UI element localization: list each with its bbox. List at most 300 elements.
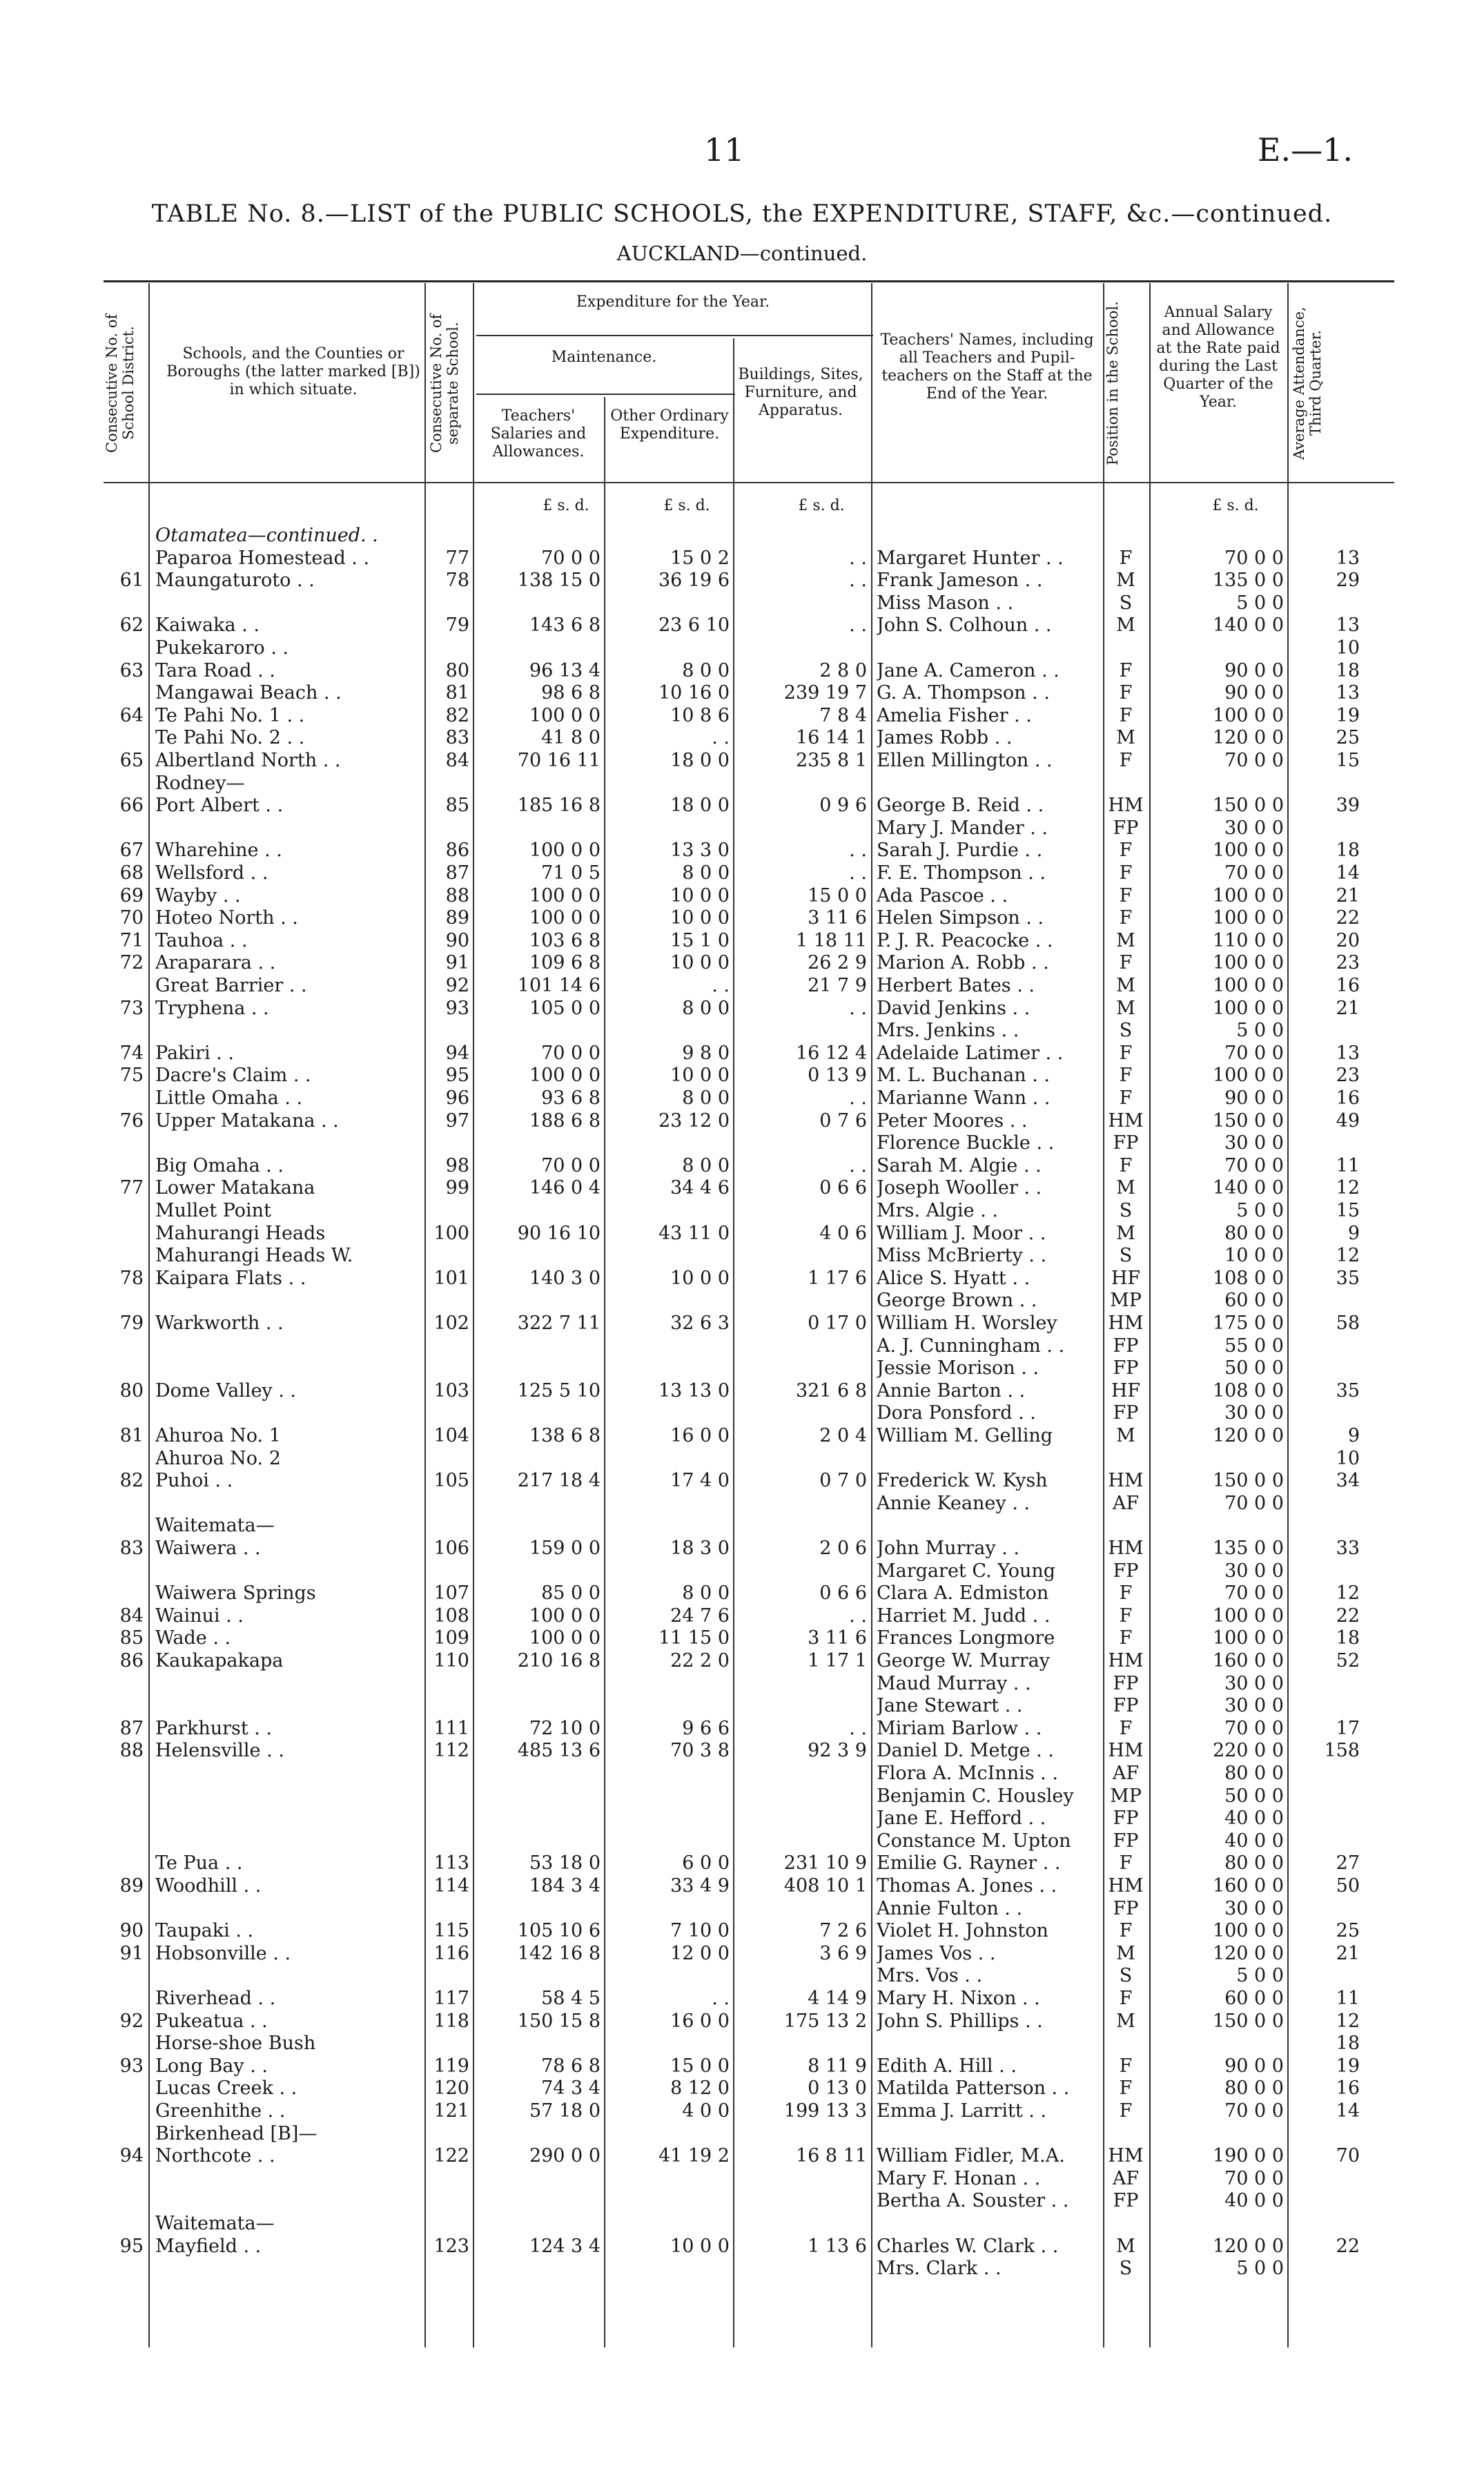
table-row <box>0 1763 1484 1785</box>
cell-teacher-name: Constance M. Upton <box>877 1830 1071 1852</box>
cell-school-name: Maungaturoto . . <box>155 570 315 592</box>
cell-teacher-name: James Vos . . <box>877 1942 996 1964</box>
cell-school-name: Tara Road . . <box>155 659 275 681</box>
cell-salaries: 71 0 5 <box>541 862 601 884</box>
table-row <box>0 2236 1484 2258</box>
cell-district-no: 67 <box>119 840 144 862</box>
cell-annual-salary: 40 0 0 <box>1224 1830 1284 1852</box>
cell-salaries: 143 6 8 <box>529 614 601 637</box>
cell-school-no: 112 <box>433 1740 469 1762</box>
cell-attendance: 18 <box>1336 2033 1360 2055</box>
cell-attendance: 12 <box>1336 1245 1360 1267</box>
cell-position: AF <box>1112 1763 1140 1784</box>
cell-annual-salary: 60 0 0 <box>1224 1290 1284 1312</box>
cell-annual-salary: 120 0 0 <box>1212 727 1284 749</box>
cell-school-name: Wade . . <box>155 1627 231 1649</box>
cell-school-no: 83 <box>445 727 469 749</box>
cell-school-no: 96 <box>445 1087 469 1109</box>
cell-annual-salary: 30 0 0 <box>1224 1695 1284 1717</box>
table-row <box>0 570 1484 592</box>
cell-buildings: 0 13 0 <box>808 2077 867 2100</box>
cell-salaries: 140 3 0 <box>529 1267 601 1289</box>
cell-other-exp: 17 4 0 <box>670 1470 730 1492</box>
cell-school-name: Kaukapakapa <box>155 1650 284 1671</box>
cell-other-exp: 11 15 0 <box>658 1627 730 1649</box>
cell-district-no: 84 <box>119 1605 144 1627</box>
cell-school-no: 111 <box>433 1717 469 1739</box>
cell-position: F <box>1119 952 1133 974</box>
cell-school-name: Wellsford . . <box>155 862 269 884</box>
cell-school-name: Upper Matakana . . <box>155 1109 339 1132</box>
cell-attendance: 12 <box>1336 1582 1360 1605</box>
cell-teacher-name: William M. Gelling <box>877 1425 1053 1446</box>
cell-salaries: 100 0 0 <box>529 1605 601 1627</box>
table-row <box>0 998 1484 1020</box>
table-row <box>0 952 1484 974</box>
cell-position: HM <box>1108 2145 1144 2167</box>
cell-district-no: 93 <box>119 2055 144 2077</box>
cell-buildings: . . <box>849 862 867 884</box>
cell-school-name: Wainui . . <box>155 1605 244 1627</box>
cell-school-no: 89 <box>445 907 469 929</box>
cell-salaries: 100 0 0 <box>529 1065 601 1087</box>
cell-school-no: 103 <box>433 1379 469 1402</box>
cell-school-no: 88 <box>445 884 469 907</box>
table-row <box>0 1830 1484 1852</box>
cell-school-name: Warkworth . . <box>155 1312 284 1334</box>
cell-other-exp: 10 0 0 <box>670 907 730 929</box>
cell-district-no: 82 <box>119 1470 144 1492</box>
header-attendance: Average Attendance, Third Quarter. <box>1291 307 1324 460</box>
cell-buildings: 7 2 6 <box>819 1920 867 1942</box>
cell-buildings: 7 8 4 <box>819 704 867 726</box>
table-row <box>0 705 1484 727</box>
cell-teacher-name: Mrs. Vos . . <box>877 1965 983 1987</box>
cell-other-exp: 16 0 0 <box>670 2010 730 2032</box>
cell-position: M <box>1116 975 1135 996</box>
cell-attendance: 22 <box>1336 1605 1360 1627</box>
cell-school-name: Hobsonville . . <box>155 1942 291 1964</box>
cell-attendance: 34 <box>1336 1470 1360 1492</box>
cell-annual-salary: 150 0 0 <box>1212 2010 1284 2032</box>
cell-annual-salary: 5 0 0 <box>1236 1020 1284 1042</box>
cell-district-no: 64 <box>119 704 144 726</box>
cell-teacher-name: G. A. Thompson . . <box>877 682 1050 704</box>
cell-other-exp: 10 0 0 <box>670 952 730 974</box>
cell-salaries: 159 0 0 <box>529 1538 601 1559</box>
cell-buildings: . . <box>849 1717 867 1739</box>
cell-attendance: 9 <box>1347 1222 1360 1244</box>
header-salary: Annual Salary and Allowance at the Rate paid during the Last Quarter of the Year. <box>1156 304 1280 411</box>
cell-annual-salary: 135 0 0 <box>1212 570 1284 592</box>
cell-attendance: 39 <box>1336 795 1360 817</box>
cell-position: FP <box>1113 1830 1139 1852</box>
table-row <box>0 1020 1484 1042</box>
table-row <box>0 1695 1484 1717</box>
cell-teacher-name: John Murray . . <box>877 1538 1019 1559</box>
cell-buildings: 0 17 0 <box>808 1312 867 1334</box>
cell-buildings: 2 0 6 <box>819 1538 867 1559</box>
cell-attendance: 14 <box>1336 862 1360 884</box>
cell-buildings: 21 7 9 <box>808 975 867 996</box>
table-row <box>0 1943 1484 1965</box>
cell-school-name: Te Pahi No. 1 . . <box>155 704 305 726</box>
cell-buildings: 4 0 6 <box>819 1222 867 1244</box>
cell-annual-salary: 70 0 0 <box>1224 1492 1284 1514</box>
cell-attendance: 33 <box>1336 1538 1360 1559</box>
cell-school-name: Riverhead . . <box>155 1988 276 2009</box>
cell-salaries: 100 0 0 <box>529 840 601 862</box>
cell-attendance: 22 <box>1336 2235 1360 2257</box>
cell-school-name: Ahuroa No. 2 <box>155 1447 281 1469</box>
cell-school-no: 123 <box>433 2235 469 2257</box>
cell-salaries: 184 3 4 <box>529 1875 601 1897</box>
table-row <box>0 2123 1484 2145</box>
cell-annual-salary: 140 0 0 <box>1212 1177 1284 1199</box>
cell-annual-salary: 5 0 0 <box>1236 1200 1284 1221</box>
cell-buildings: 0 7 6 <box>819 1109 867 1132</box>
cell-buildings: . . <box>849 570 867 592</box>
cell-position: M <box>1116 1942 1135 1964</box>
table-row <box>0 2010 1484 2033</box>
cell-other-exp: . . <box>712 975 730 996</box>
cell-attendance: 52 <box>1336 1650 1360 1671</box>
cell-district-no: 66 <box>119 795 144 817</box>
cell-buildings: 408 10 1 <box>783 1875 867 1897</box>
cell-annual-salary: 90 0 0 <box>1224 659 1284 681</box>
table-row <box>0 1852 1484 1874</box>
table-row <box>0 1515 1484 1537</box>
cell-teacher-name: Clara A. Edmiston <box>877 1582 1049 1605</box>
cell-buildings: . . <box>849 1087 867 1109</box>
cell-school-name: Port Albert . . <box>155 795 284 817</box>
cell-teacher-name: Emma J. Larritt . . <box>877 2100 1046 2122</box>
cell-school-no: 92 <box>445 975 469 996</box>
cell-salaries: 109 6 8 <box>529 952 601 974</box>
cell-buildings: 0 6 6 <box>819 1177 867 1199</box>
table-row <box>0 907 1484 929</box>
cell-annual-salary: 70 0 0 <box>1224 862 1284 884</box>
cell-attendance: 18 <box>1336 840 1360 862</box>
cell-teacher-name: Daniel D. Metge . . <box>877 1740 1054 1762</box>
cell-buildings: 235 8 1 <box>795 750 867 771</box>
table-row <box>0 2100 1484 2122</box>
table-row <box>0 1223 1484 1245</box>
cell-salaries: 98 6 8 <box>541 682 601 704</box>
table-row <box>0 1493 1484 1515</box>
table-row <box>0 2033 1484 2055</box>
cell-district-no: 87 <box>119 1717 144 1739</box>
cell-school-no: 122 <box>433 2145 469 2167</box>
cell-attendance: 25 <box>1336 1920 1360 1942</box>
cell-salaries: 210 16 8 <box>517 1650 601 1671</box>
cell-position: HM <box>1108 1875 1144 1897</box>
cell-school-name: Mullet Point <box>155 1200 271 1221</box>
cell-annual-salary: 70 0 0 <box>1224 1154 1284 1176</box>
cell-attendance: 13 <box>1336 682 1360 704</box>
cell-district-no: 69 <box>119 884 144 907</box>
table-row <box>0 1380 1484 1402</box>
cell-salaries: 188 6 8 <box>529 1109 601 1132</box>
cell-teacher-name: Violet H. Johnston <box>877 1920 1048 1942</box>
cell-attendance: 15 <box>1336 1200 1360 1221</box>
cell-buildings: 3 11 6 <box>808 1627 867 1649</box>
cell-school-name: Puhoi . . <box>155 1470 233 1492</box>
cell-teacher-name: David Jenkins . . <box>877 997 1031 1019</box>
cell-school-no: 116 <box>433 1942 469 1964</box>
cell-other-exp: 12 0 0 <box>670 1942 730 1964</box>
cell-other-exp: 8 0 0 <box>682 1154 730 1176</box>
cell-school-name: Pukekaroro . . <box>155 637 289 659</box>
cell-district-no: 90 <box>119 1920 144 1942</box>
cell-position: S <box>1119 1965 1133 1987</box>
cell-school-no: 80 <box>445 659 469 681</box>
cell-annual-salary: 100 0 0 <box>1212 840 1284 862</box>
cell-attendance: 49 <box>1336 1109 1360 1132</box>
cell-position: FP <box>1113 817 1139 839</box>
cell-other-exp: 9 8 0 <box>682 1042 730 1064</box>
cell-buildings: . . <box>849 1605 867 1627</box>
table-row <box>0 930 1484 952</box>
cell-buildings: 2 0 4 <box>819 1425 867 1446</box>
cell-teacher-name: Ada Pascoe . . <box>877 884 1008 907</box>
cell-teacher-name: Mrs. Clark . . <box>877 2258 1002 2280</box>
table-title: TABLE No. 8.—LIST of the PUBLIC SCHOOLS, the EXPENDITURE, STAFF, &c.—continued. <box>151 200 1333 228</box>
cell-annual-salary: 70 0 0 <box>1224 1042 1284 1064</box>
cell-school-name: Great Barrier . . <box>155 975 307 996</box>
cell-buildings: 16 8 11 <box>795 2145 867 2167</box>
cell-other-exp: 13 3 0 <box>670 840 730 862</box>
cell-salaries: 100 0 0 <box>529 1627 601 1649</box>
currency-label-buildings: £ s. d. <box>798 497 845 514</box>
cell-other-exp: 15 1 0 <box>670 929 730 951</box>
cell-attendance: 29 <box>1336 570 1360 592</box>
table-row <box>0 1312 1484 1335</box>
cell-district-no: 76 <box>119 1109 144 1132</box>
cell-attendance: 70 <box>1336 2145 1360 2167</box>
cell-school-name: Mahurangi Heads <box>155 1222 326 1244</box>
cell-buildings: 175 13 2 <box>783 2010 867 2032</box>
cell-annual-salary: 120 0 0 <box>1212 2235 1284 2257</box>
cell-school-no: 109 <box>433 1627 469 1649</box>
cell-teacher-name: Matilda Patterson . . <box>877 2077 1070 2100</box>
cell-buildings: 0 9 6 <box>819 795 867 817</box>
cell-salaries: 53 18 0 <box>529 1852 601 1874</box>
table-row <box>0 1357 1484 1379</box>
cell-district-no: 65 <box>119 750 144 771</box>
table-row <box>0 1448 1484 1470</box>
cell-school-name: Rodney— <box>155 772 245 794</box>
cell-attendance: 50 <box>1336 1875 1360 1897</box>
cell-district-no: 78 <box>119 1267 144 1289</box>
table-row <box>0 1402 1484 1424</box>
cell-teacher-name: Herbert Bates . . <box>877 975 1035 996</box>
cell-school-no: 115 <box>433 1920 469 1942</box>
cell-position: S <box>1119 1245 1133 1267</box>
cell-teacher-name: Margaret C. Young <box>877 1560 1056 1582</box>
cell-school-name: Dacre's Claim . . <box>155 1065 311 1087</box>
cell-buildings: 16 14 1 <box>795 727 867 749</box>
cell-district-no: 75 <box>119 1065 144 1087</box>
cell-teacher-name: Margaret Hunter . . <box>877 547 1064 569</box>
cell-annual-salary: 100 0 0 <box>1212 1627 1284 1649</box>
cell-attendance: 17 <box>1336 1717 1360 1739</box>
cell-teacher-name: Peter Moores . . <box>877 1109 1028 1132</box>
cell-salaries: 125 5 10 <box>517 1379 601 1402</box>
cell-annual-salary: 220 0 0 <box>1212 1740 1284 1762</box>
cell-salaries: 100 0 0 <box>529 907 601 929</box>
cell-school-name: Pakiri . . <box>155 1042 234 1064</box>
table-row <box>0 1898 1484 1920</box>
cell-salaries: 57 18 0 <box>529 2100 601 2122</box>
cell-school-no: 100 <box>433 1222 469 1244</box>
cell-annual-salary: 40 0 0 <box>1224 1808 1284 1830</box>
cell-annual-salary: 100 0 0 <box>1212 952 1284 974</box>
cell-teacher-name: George W. Murray <box>877 1650 1050 1671</box>
cell-annual-salary: 120 0 0 <box>1212 1425 1284 1446</box>
cell-school-name: Lower Matakana <box>155 1177 315 1199</box>
cell-position: M <box>1116 614 1135 637</box>
cell-annual-salary: 90 0 0 <box>1224 1087 1284 1109</box>
cell-position: F <box>1119 1717 1133 1739</box>
cell-district-no: 62 <box>119 614 144 637</box>
cell-position: HM <box>1108 1538 1144 1559</box>
cell-annual-salary: 80 0 0 <box>1224 1763 1284 1784</box>
cell-annual-salary: 90 0 0 <box>1224 682 1284 704</box>
cell-buildings: 199 13 3 <box>783 2100 867 2122</box>
cell-buildings: . . <box>849 997 867 1019</box>
cell-teacher-name: Jane E. Hefford . . <box>877 1808 1046 1830</box>
cell-annual-salary: 80 0 0 <box>1224 1222 1284 1244</box>
cell-position: F <box>1119 1920 1133 1942</box>
cell-teacher-name: Frederick W. Kysh <box>877 1470 1048 1492</box>
cell-annual-salary: 100 0 0 <box>1212 975 1284 996</box>
cell-other-exp: 6 0 0 <box>682 1852 730 1874</box>
cell-other-exp: 34 4 6 <box>670 1177 730 1199</box>
cell-school-name: Helensville . . <box>155 1740 284 1762</box>
cell-annual-salary: 70 0 0 <box>1224 547 1284 569</box>
cell-other-exp: 43 11 0 <box>658 1222 730 1244</box>
table-row <box>0 2258 1484 2280</box>
cell-salaries: 290 0 0 <box>529 2145 601 2167</box>
cell-position: M <box>1116 1177 1135 1199</box>
cell-teacher-name: M. L. Buchanan . . <box>877 1065 1050 1087</box>
cell-district-no: 95 <box>119 2235 144 2257</box>
cell-salaries: 70 0 0 <box>541 1042 601 1064</box>
cell-district-no: 89 <box>119 1875 144 1897</box>
cell-other-exp: 10 16 0 <box>658 682 730 704</box>
cell-position: FP <box>1113 2190 1139 2212</box>
cell-attendance: 16 <box>1336 1087 1360 1109</box>
cell-buildings: 1 18 11 <box>795 929 867 951</box>
table-row <box>0 2190 1484 2212</box>
table-row <box>0 525 1484 547</box>
cell-district-no: 86 <box>119 1650 144 1671</box>
cell-annual-salary: 30 0 0 <box>1224 1402 1284 1424</box>
table-row <box>0 1673 1484 1695</box>
cell-district-no: 81 <box>119 1425 144 1446</box>
cell-teacher-name: Mary J. Mander . . <box>877 817 1048 839</box>
table-row <box>0 885 1484 907</box>
cell-annual-salary: 70 0 0 <box>1224 1582 1284 1605</box>
cell-school-no: 99 <box>445 1177 469 1199</box>
header-schools: Schools, and the Counties or Boroughs (the latter marked [B]) in which situate. <box>166 345 420 398</box>
cell-school-name: Horse-shoe Bush <box>155 2033 316 2055</box>
cell-school-name: Waiwera . . <box>155 1538 261 1559</box>
page-number: 11 <box>704 131 745 168</box>
header-maintenance: Maintenance. <box>551 349 657 366</box>
cell-school-no: 91 <box>445 952 469 974</box>
cell-district-no: 80 <box>119 1379 144 1402</box>
cell-school-no: 108 <box>433 1605 469 1627</box>
cell-position: HM <box>1108 795 1144 817</box>
cell-annual-salary: 108 0 0 <box>1212 1379 1284 1402</box>
table-row <box>0 1875 1484 1897</box>
cell-teacher-name: Helen Simpson . . <box>877 907 1044 929</box>
cell-position: F <box>1119 1988 1133 2009</box>
cell-school-name: Greenhithe . . <box>155 2100 286 2122</box>
cell-position: HF <box>1111 1267 1141 1289</box>
table-row <box>0 1200 1484 1222</box>
cell-annual-salary: 100 0 0 <box>1212 1065 1284 1087</box>
cell-position: F <box>1119 862 1133 884</box>
cell-salaries: 70 0 0 <box>541 547 601 569</box>
cell-school-name: Mayfield . . <box>155 2235 262 2257</box>
cell-attendance: 58 <box>1336 1312 1360 1334</box>
table-row <box>0 1110 1484 1132</box>
cell-school-no: 119 <box>433 2055 469 2077</box>
cell-other-exp: 33 4 9 <box>670 1875 730 1897</box>
cell-school-name: Kaiwaka . . <box>155 614 260 637</box>
cell-school-name: Tauhoa . . <box>155 929 248 951</box>
cell-teacher-name: Miss McBrierty . . <box>877 1245 1047 1267</box>
cell-teacher-name: P. J. R. Peacocke . . <box>877 929 1053 951</box>
cell-salaries: 85 0 0 <box>541 1582 601 1605</box>
cell-salaries: 322 7 11 <box>517 1312 601 1334</box>
table-row <box>0 1582 1484 1605</box>
cell-position: MP <box>1110 1785 1142 1807</box>
cell-attendance: 27 <box>1336 1852 1360 1874</box>
cell-district-no: 71 <box>119 929 144 951</box>
cell-district-no: 91 <box>119 1942 144 1964</box>
cell-other-exp: 10 0 0 <box>670 1267 730 1289</box>
cell-other-exp: 36 19 6 <box>658 570 730 592</box>
cell-annual-salary: 70 0 0 <box>1224 1717 1284 1739</box>
cell-position: HF <box>1111 1379 1141 1402</box>
cell-school-name: Wharehine . . <box>155 840 282 862</box>
cell-salaries: 58 4 5 <box>541 1988 601 2009</box>
cell-other-exp: 8 0 0 <box>682 1087 730 1109</box>
cell-annual-salary: 50 0 0 <box>1224 1357 1284 1379</box>
cell-salaries: 41 8 0 <box>541 727 601 749</box>
cell-position: F <box>1119 659 1133 681</box>
table-row <box>0 1132 1484 1154</box>
cell-other-exp: 8 0 0 <box>682 659 730 681</box>
table-row <box>0 1785 1484 1808</box>
cell-position: M <box>1116 997 1135 1019</box>
cell-teacher-name: Mrs. Jenkins . . <box>877 1020 1019 1042</box>
cell-annual-salary: 30 0 0 <box>1224 817 1284 839</box>
cell-attendance: 25 <box>1336 727 1360 749</box>
cell-position: F <box>1119 1627 1133 1649</box>
cell-buildings: 321 6 8 <box>795 1379 867 1402</box>
cell-salaries: 100 0 0 <box>529 884 601 907</box>
cell-annual-salary: 70 0 0 <box>1224 2100 1284 2122</box>
cell-school-no: 85 <box>445 795 469 817</box>
cell-annual-salary: 30 0 0 <box>1224 1672 1284 1694</box>
cell-annual-salary: 30 0 0 <box>1224 1132 1284 1154</box>
cell-other-exp: 32 6 3 <box>670 1312 730 1334</box>
